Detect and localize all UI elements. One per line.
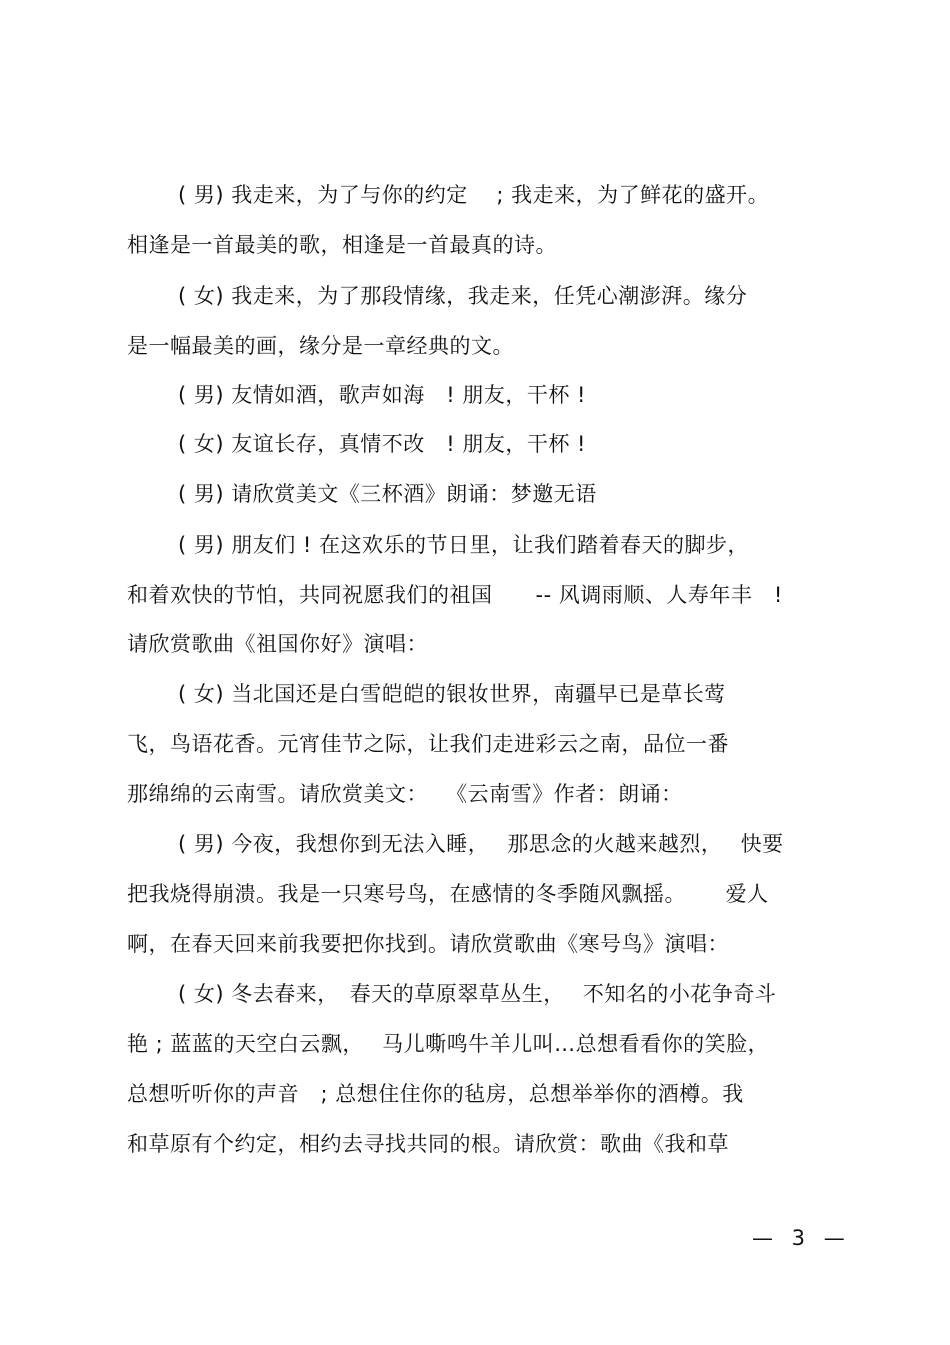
paragraph-line: 请欣赏歌曲《祖国你好》演唱：	[127, 632, 428, 656]
paragraph-line: ( 男) 我走来，为了与你的约定 ; 我走来，为了鲜花的盛开。	[178, 183, 770, 207]
page-number: — 3 —	[752, 1226, 851, 1250]
paragraph-line: 相逢是一首最美的歌，相逢是一首最真的诗。	[127, 233, 557, 257]
paragraph-line: ( 女) 我走来，为了那段情缘，我走来，任凭心潮澎湃。缘分	[178, 284, 748, 308]
paragraph-line: ( 男) 友情如酒，歌声如海 ! 朋友，干杯 !	[178, 383, 586, 407]
paragraph-line: 和着欢快的节怕，共同祝愿我们的祖国 -- 风调雨顺、人寿年丰 !	[127, 583, 783, 607]
paragraph-line: ( 男) 请欣赏美文《三杯酒》朗诵：梦邀无语	[178, 482, 597, 506]
paragraph-line: 艳 ; 蓝蓝的天空白云飘， 马儿嘶鸣牛羊儿叫…总想看看你的笑脸，	[127, 1032, 770, 1056]
paragraph-line: 是一幅最美的画，缘分是一章经典的文。	[127, 334, 514, 358]
paragraph-line: 那绵绵的云南雪。请欣赏美文： 《云南雪》作者：朗诵：	[127, 782, 683, 806]
paragraph-line: 啊，在春天回来前我要把你找到。请欣赏歌曲《寒号鸟》演唱：	[127, 932, 729, 956]
paragraph-line: 飞，鸟语花香。元宵佳节之际，让我们走进彩云之南，品位一番	[127, 732, 729, 756]
paragraph-line: ( 女) 冬去春来， 春天的草原翠草丛生， 不知名的小花争奇斗	[178, 982, 777, 1006]
paragraph-line: ( 男) 今夜，我想你到无法入睡， 那思念的火越来越烈， 快要	[178, 832, 784, 856]
paragraph-line: ( 男) 朋友们 ! 在这欢乐的节日里，让我们踏着春天的脚步，	[178, 533, 750, 557]
paragraph-line: ( 女) 当北国还是白雪皑皑的银妆世界，南疆早已是草长莺	[178, 682, 726, 706]
paragraph-line: ( 女) 友谊长存，真情不改 ! 朋友，干杯 !	[178, 432, 586, 456]
paragraph-line: 总想听听你的声音 ; 总想住住你的毡房，总想举举你的酒樽。我	[127, 1082, 744, 1106]
paragraph-line: 把我烧得崩溃。我是一只寒号鸟，在感情的冬季随风飘摇。 爱人	[127, 882, 769, 906]
paragraph-line: 和草原有个约定，相约去寻找共同的根。请欣赏：歌曲《我和草	[127, 1132, 729, 1156]
